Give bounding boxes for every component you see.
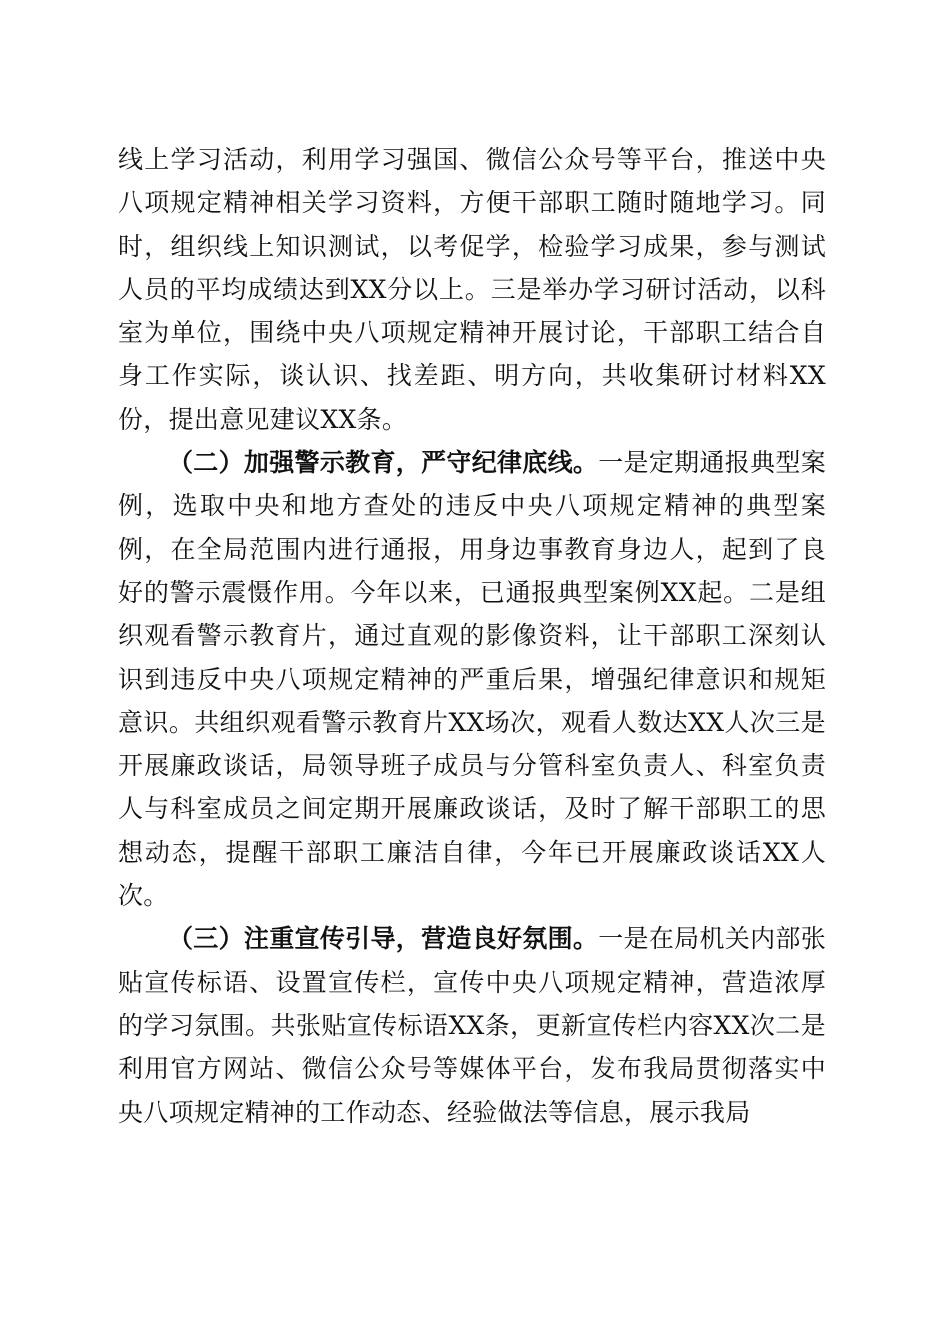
section-2-heading: （二）加强警示教育，严守纪律底线。 xyxy=(168,448,599,478)
section-3-heading: （三）注重宣传引导，营造良好氛围。 xyxy=(168,924,599,954)
paragraph-section-3 xyxy=(118,917,826,1133)
section-3-text: 一是在局机关内部张贴宣传标语、设置宣传栏，宣传中央八项规定精神，营造浓厚的学习氛围。共张贴宣传标语XX条，更新宣传栏内容XX次二是利用官方网站、微信公众号等媒体平台，发布我局贯彻落实中央八项规定精神的工作动态、经验做法等信息，展示我局 xyxy=(118,924,826,1127)
document-page xyxy=(118,138,826,1134)
section-2-text: 一是定期通报典型案例，选取中央和地方查处的违反中央八项规定精神的典型案例，在全局范围内进行通报，用身边事教育身边人，起到了良好的警示震慑作用。今年以来，已通报典型案例XX起。二是组织观看警示教育片，通过直观的影像资料，让干部职工深刻认识到违反中央八项规定精神的严重后果，增强纪律意识和规矩意识。共组织观看警示教育片XX场次，观看人数达XX人次三是开展廉政谈话，局领导班子成员与分管科室负责人、科室负责人与科室成员之间定期开展廉政谈话，及时了解干部职工的思想动态，提醒干部职工廉洁自律，今年已开展廉政谈话XX人次。 xyxy=(118,448,826,911)
paragraph-1-text: 线上学习活动，利用学习强国、微信公众号等平台，推送中央八项规定精神相关学习资料，方便干部职工随时随地学习。同时，组织线上知识测试，以考促学，检验学习成果，参与测试人员的平均成绩达到XX分以上。三是举办学习研讨活动，以科室为单位，围绕中央八项规定精神开展讨论，干部职工结合自身工作实际，谈认识、找差距、明方向，共收集研讨材料XX份，提出意见建议XX条。 xyxy=(118,145,826,434)
paragraph-continuation xyxy=(118,138,826,441)
paragraph-section-2 xyxy=(118,441,826,917)
